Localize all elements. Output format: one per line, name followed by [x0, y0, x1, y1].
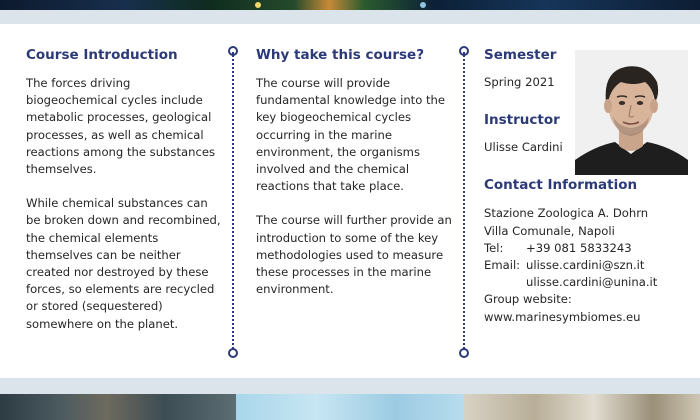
header-photo-strip — [0, 0, 700, 10]
instructor-name: Ulisse Cardini — [484, 140, 563, 155]
email-label: Email: — [484, 258, 521, 273]
column-divider — [228, 46, 238, 358]
semester-heading: Semester — [484, 47, 557, 63]
phone-number: +39 081 5833243 — [526, 240, 632, 255]
top-band — [0, 10, 700, 24]
website-label: Group website: — [484, 292, 572, 307]
footer-photo-sediment — [464, 394, 700, 420]
instructor-portrait — [575, 50, 688, 175]
footer-photo-coral-reef — [0, 394, 236, 420]
contact-email-row-secondary — [484, 274, 684, 291]
why-take-course-paragraph-1: The course will provide fundamental knowledge into the key biogeochemical cycles occurring in the marine environment, the organisms involved and the chemical reactions that take place. — [256, 76, 446, 194]
divider-dot-icon — [459, 348, 469, 358]
course-introduction-paragraph-1: The forces driving biogeochemical cycles include metabolic processes, geological processes, as well as chemical reactions among the substances themselves. — [26, 76, 215, 177]
divider-dot-icon — [228, 348, 238, 358]
contact-organization: Stazione Zoologica A. Dohrn — [484, 206, 649, 221]
phone-label: Tel: — [484, 240, 504, 255]
website-link[interactable]: www.marinesymbiomes.eu — [484, 309, 641, 324]
semester-value: Spring 2021 — [484, 75, 555, 89]
bottom-band — [0, 378, 700, 394]
divider-line — [463, 52, 465, 352]
why-take-course-paragraph-2: The course will further provide an introduction to some of the key methodologies used to measure these processes in the marine environment. — [256, 213, 452, 297]
why-take-course-section — [256, 47, 452, 298]
course-introduction-paragraph-2: While chemical substances can be broken down and recombined, the chemical elements themselves can be neither created nor destroyed by these forces, so elements are recycled or stored (sequestered) somewhere on the planet. — [26, 196, 221, 331]
footer-photo-water — [236, 394, 464, 420]
course-introduction-heading: Course Introduction — [26, 47, 178, 63]
contact-email-row — [484, 257, 684, 274]
contact-information-heading: Contact Information — [484, 177, 638, 194]
website-row — [484, 309, 684, 326]
divider-line — [232, 52, 234, 352]
contact-phone-row — [484, 240, 684, 257]
why-take-course-heading: Why take this course? — [256, 47, 425, 63]
contact-address: Villa Comunale, Napoli — [484, 223, 615, 238]
header-photo-detail — [255, 2, 261, 8]
email-link-primary[interactable]: ulisse.cardini@szn.it — [526, 258, 645, 273]
course-introduction-section — [26, 47, 222, 333]
instructor-heading: Instructor — [484, 112, 560, 129]
column-divider — [459, 46, 469, 358]
email-link-secondary[interactable]: ulisse.cardini@unina.it — [526, 275, 658, 290]
header-photo-detail — [420, 2, 426, 8]
